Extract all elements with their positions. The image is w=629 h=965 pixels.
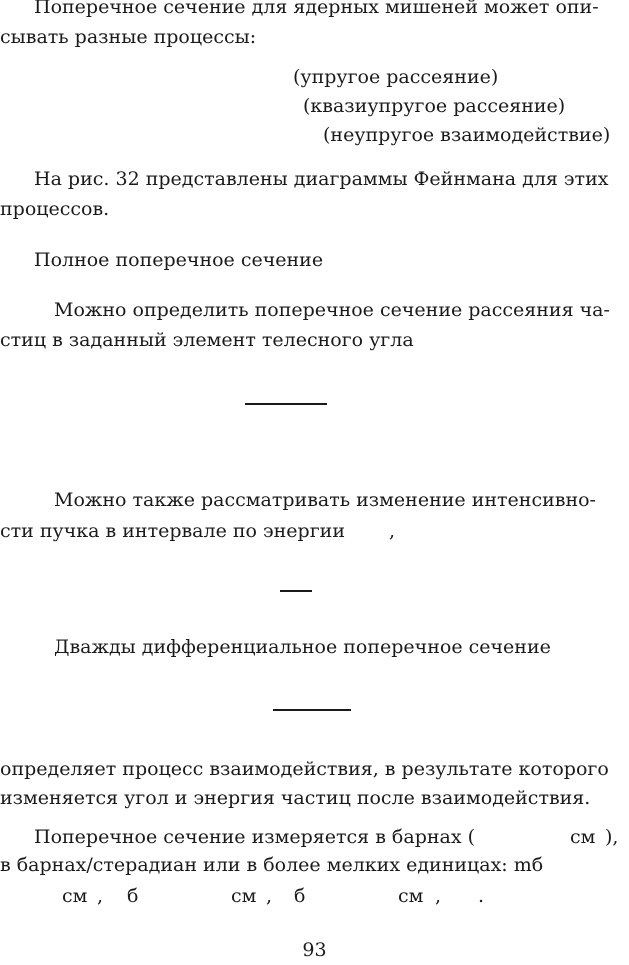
paragraph-1-line-1: Поперечное сечение для ядерных мишеней может опи- bbox=[34, 0, 599, 18]
paragraph-5-line-2: изменяется угол и энергия частиц после взаимодействия. bbox=[0, 787, 591, 809]
paragraph-4-line-1: Можно также рассматривать изменение интенсивно- bbox=[54, 489, 596, 511]
paragraph-6-line-3-sep-1: , bbox=[97, 885, 104, 907]
formula-fraction-bar-2 bbox=[280, 590, 312, 592]
paragraph-6-line-3-unit-1: см bbox=[62, 885, 88, 907]
paragraph-4-line-2-end: , bbox=[389, 520, 396, 542]
process-elastic: (упругое рассеяние) bbox=[293, 66, 499, 88]
process-quasielastic: (квазиупругое рассеяние) bbox=[303, 95, 566, 117]
paragraph-4-line-2: сти пучка в интервале по энергии bbox=[0, 520, 345, 542]
heading-double-differential: Дважды дифференциальное поперечное сечение bbox=[54, 636, 551, 658]
paragraph-6-line-3-b-1: б bbox=[127, 885, 139, 907]
paragraph-6-line-3-b-2: б bbox=[294, 885, 306, 907]
process-inelastic: (неупругое взаимодействие) bbox=[323, 124, 611, 146]
formula-fraction-bar-1 bbox=[245, 403, 327, 405]
paragraph-6-line-1-start: Поперечное сечение измеряется в барнах ( bbox=[34, 826, 476, 848]
paragraph-3-line-1: Можно определить поперечное сечение рассеяния ча- bbox=[54, 299, 610, 321]
paragraph-2-line-1: На рис. 32 представлены диаграммы Фейнмана для этих bbox=[34, 168, 609, 190]
paragraph-6-line-3-unit-3: см bbox=[398, 885, 424, 907]
paragraph-3-line-2: стиц в заданный элемент телесного угла bbox=[0, 329, 414, 351]
paragraph-1-line-2: сывать разные процессы: bbox=[0, 26, 257, 48]
paragraph-2-line-2: процессов. bbox=[0, 198, 110, 220]
formula-fraction-bar-3 bbox=[273, 709, 351, 711]
paragraph-6-line-3-sep-2: , bbox=[266, 885, 273, 907]
paragraph-6-line-3-end: . bbox=[478, 885, 485, 907]
paragraph-6-line-3-sep-3: , bbox=[435, 885, 442, 907]
paragraph-6-line-3-unit-2: см bbox=[231, 885, 257, 907]
paragraph-6-line-2: в барнах/стерадиан или в более мелких единицах: mб bbox=[0, 854, 544, 876]
heading-total-cross-section: Полное поперечное сечение bbox=[34, 249, 324, 271]
paragraph-5-line-1: определяет процесс взаимодействия, в результате которого bbox=[0, 758, 609, 780]
page-number: 93 bbox=[302, 939, 327, 961]
paragraph-6-line-1-end: ), bbox=[605, 826, 619, 848]
paragraph-6-line-1-unit: см bbox=[570, 826, 596, 848]
